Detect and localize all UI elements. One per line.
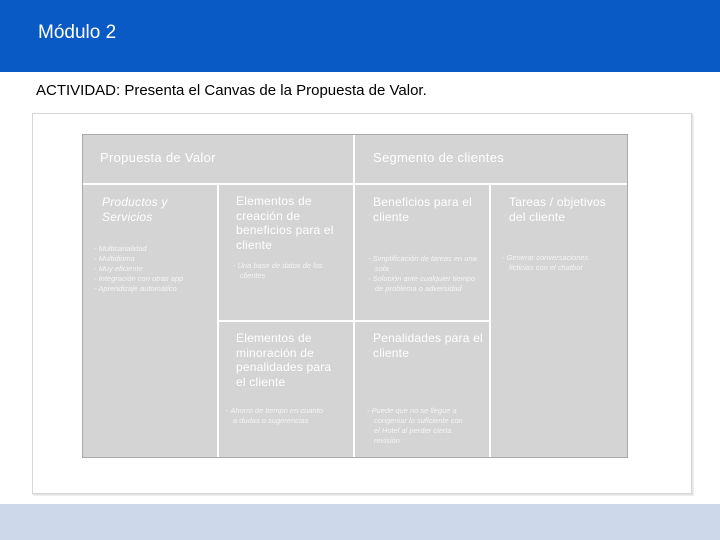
products-services-list bbox=[94, 244, 212, 294]
pain-relievers-title: Elementos de minoración de penalidades para el cliente bbox=[236, 331, 332, 389]
list-item: - Puede que no se llegue a congeniar lo suficiente con el Hotel al perder cierta revisión bbox=[367, 406, 463, 445]
list-item: - Multicanalidad bbox=[94, 244, 147, 253]
value-proposition-canvas bbox=[82, 134, 628, 458]
pains-list bbox=[367, 406, 467, 446]
jobs-title: Tareas / objetivos del cliente bbox=[509, 195, 606, 224]
pain-relievers-list bbox=[226, 406, 326, 426]
activity-title: ACTIVIDAD: Presenta el Canvas de la Propuesta de Valor. bbox=[36, 82, 427, 99]
left-row-divider bbox=[218, 320, 354, 322]
module-title: Módulo 2 bbox=[38, 22, 117, 43]
list-item: - Integración con otras app bbox=[94, 274, 184, 283]
gain-creators-list bbox=[233, 261, 333, 281]
jobs-list bbox=[502, 253, 612, 273]
value-proposition-heading: Propuesta de Valor bbox=[100, 150, 216, 165]
list-item: - Solución ante cualquier tiempo de problema o adversidad bbox=[368, 274, 476, 293]
list-item: - Una base de datos de los clientes bbox=[233, 261, 323, 280]
module-header bbox=[0, 0, 720, 72]
gains-title: Beneficios para el cliente bbox=[373, 195, 472, 224]
list-item: - Generar conversaciones ficticias con el chatbot bbox=[502, 253, 589, 272]
products-services-title: Productos y Servicios bbox=[102, 195, 168, 224]
gain-creators-title: Elementos de creación de beneficios para el cliente bbox=[236, 194, 334, 252]
list-item: - Ahorro de tiempo en cuanto a dudas o sugerencias bbox=[226, 406, 323, 425]
pains-title: Penalidades para el cliente bbox=[373, 331, 483, 360]
center-divider bbox=[353, 135, 355, 457]
footer-bar bbox=[0, 504, 720, 540]
list-item: - Multidioma bbox=[94, 254, 135, 263]
customer-segment-heading: Segmento de clientes bbox=[373, 150, 505, 165]
gains-list bbox=[368, 254, 480, 294]
list-item: - Aprendizaje automático bbox=[94, 284, 177, 293]
list-item: - Muy eficiente bbox=[94, 264, 143, 273]
heading-divider bbox=[83, 183, 627, 185]
right-row-divider bbox=[354, 320, 490, 322]
list-item: - Simplificación de tareas en una sola bbox=[368, 254, 477, 273]
right-column-divider bbox=[489, 184, 491, 457]
